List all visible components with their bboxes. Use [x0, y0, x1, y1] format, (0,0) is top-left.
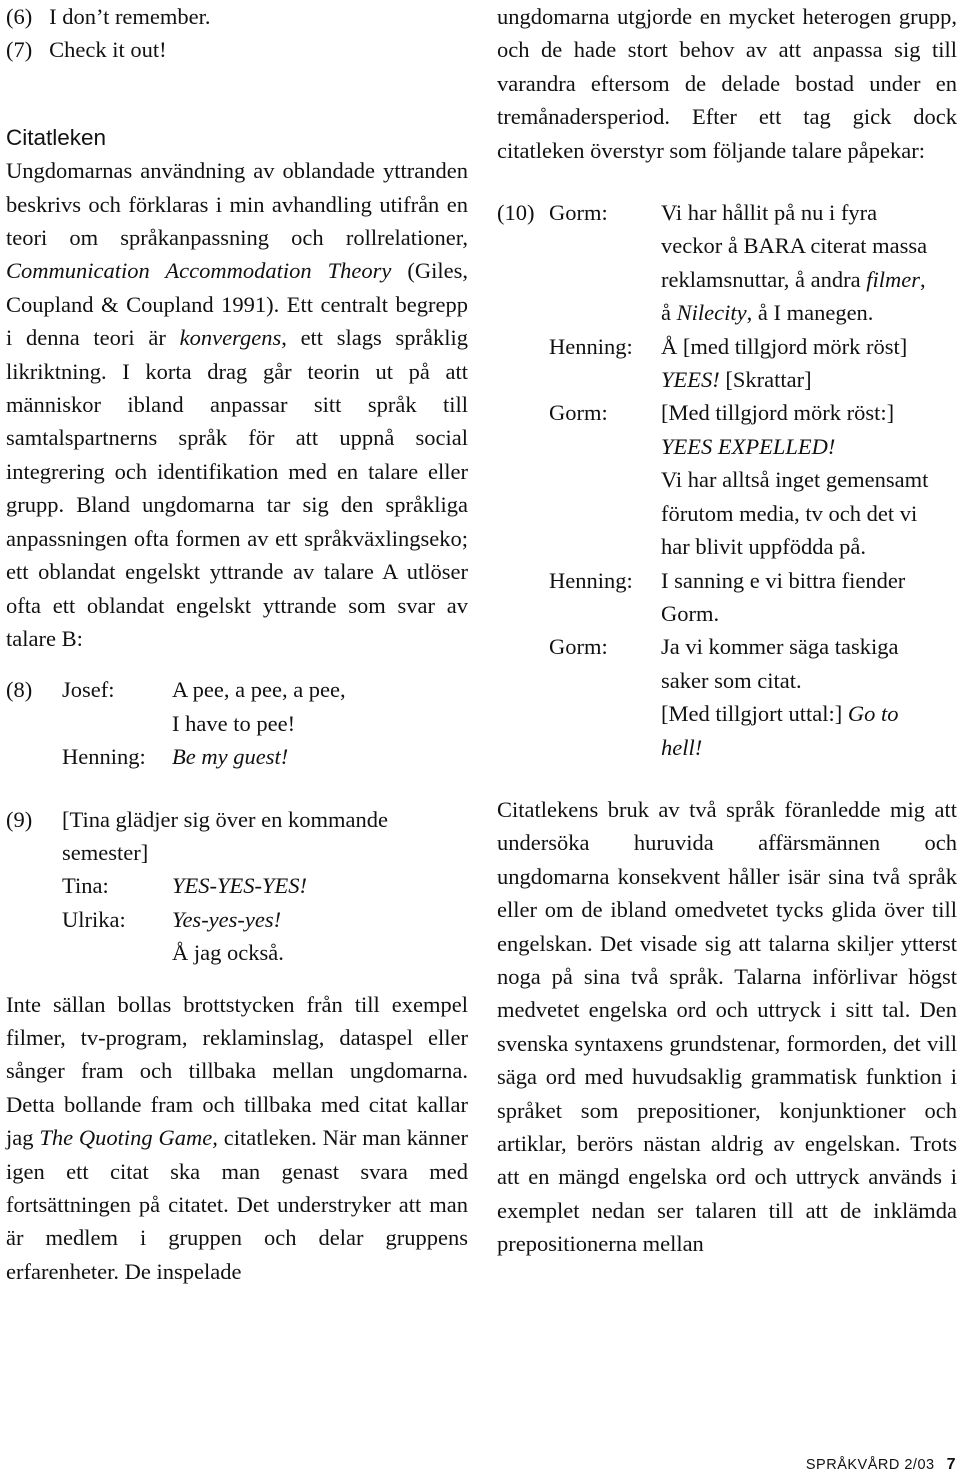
left-column	[6, 0, 468, 1288]
utterance: Yes-yes-yes!	[172, 906, 282, 932]
speaker: Tina:	[62, 873, 109, 899]
example-8	[6, 673, 468, 773]
journal-name: SPRÅKVÅRD 2/03	[805, 1457, 935, 1473]
paragraph: Ungdomarnas användning av oblandade yttranden beskrivs och förklaras i min avhandling utifrån en teori om språkanpassning och rollrelationer, Communication Accommodation Theory (Giles, Coupland & Coupland 1991). Ett centralt begrepp i denna teori är konvergens, ett slags språklig likriktning. I korta drag går teorin ut på att människor ibland anpassar sitt språk till samtalspartnerns språk för att uppnå social integrering och identifikation med en talare eller grupp. Bland ungdomarna tar sig den språkliga anpassningen ofta formen av ett språkväxlingseko; ett oblandat engelskt yttrande av talare A utlöser ofta ett oblandat engelskt yttrande som svar av talare B:	[6, 158, 468, 651]
list-item: (7) Check it out!	[6, 37, 167, 63]
speaker: Ulrika:	[62, 906, 126, 932]
utterance: A pee, a pee, a pee,	[172, 677, 346, 703]
utterance: I sanning e vi bittra fiender Gorm.	[661, 567, 906, 626]
page-footer	[806, 1456, 956, 1474]
utterance: Be my guest!	[172, 744, 289, 770]
utterance: Ja vi kommer säga taskiga saker som citat. [Med tillgjort uttal:] Go to hell!	[661, 634, 899, 760]
speaker: Henning:	[62, 744, 146, 770]
speaker: Gorm:	[549, 400, 608, 426]
paragraph: Inte sällan bollas brottstycken från till exempel filmer, tv-program, reklaminslag, dataspel eller sånger fram och tillbaka mellan ungdomarna. Detta bollande fram och tillbaka med citat kallar jag The Quoting Game, citatleken. När man känner igen ett citat ska man genast svara med fortsättningen på citatet. Det understryker att man är medlem i gruppen och delar gruppens erfarenheter. De inspelade	[6, 991, 468, 1284]
example-9	[6, 803, 468, 970]
speaker: Henning:	[549, 333, 633, 359]
context-note: [Tina glädjer sig över en kommande semester]	[62, 806, 388, 865]
example-10	[497, 196, 957, 764]
example-number: (8)	[6, 677, 33, 703]
utterance: [Med tillgjord mörk röst:] YEES EXPELLED! Vi har alltså inget gemensamt förutom media, tv och det vi har blivit uppfödda på.	[661, 400, 929, 560]
section-heading: Citatleken	[6, 124, 107, 150]
speaker: Henning:	[549, 567, 633, 593]
speaker: Gorm:	[549, 634, 608, 660]
list-item: (6) I don’t remember.	[6, 4, 211, 29]
utterance: Å jag också.	[172, 940, 284, 966]
example-number: (10)	[497, 200, 535, 226]
utterance: I have to pee!	[172, 710, 296, 736]
right-column	[497, 0, 957, 1261]
paragraph: Citatlekens bruk av två språk föranledde mig att undersöka huruvida affärsmännen och ungdomarna konsekvent håller isär sina två språk eller om de ibland omedvetet tycks glida över till engelskan. Det visade sig att talarna skiljer ytterst noga på sina två språk. Talarna införlivar högst medvetet engelska ord och uttryck i sitt tal. Den svenska syntaxens grundstenar, formorden, det vill säga ord med huvudsaklig grammatisk funktion i språket som prepositioner, konjunktioner och artiklar, berörs nästan aldrig av engelskan. Trots att en mängd engelska ord och uttryck används i exemplet nedan ser talaren till att de inklämda prepositionerna mellan	[497, 796, 957, 1257]
utterance: Å [med tillgjord mörk röst] YEES! [Skrattar]	[661, 333, 908, 393]
page-number: 7	[946, 1456, 956, 1473]
speaker: Gorm:	[549, 200, 608, 226]
paragraph: ungdomarna utgjorde en mycket heterogen grupp, och de hade stort behov av att anpassa sig till varandra eftersom de delade bostad under en tremånadersperiod. Efter ett tag gick dock citatleken överstyr som följande talare påpekar:	[497, 4, 957, 163]
speaker: Josef:	[62, 677, 115, 703]
example-number: (9)	[6, 806, 33, 832]
utterance: YES-YES-YES!	[172, 873, 307, 899]
utterance: Vi har hållit på nu i fyra veckor å BARA citerat massa reklamsnuttar, å andra filmer, å Nilecity, å I manegen.	[661, 200, 928, 326]
